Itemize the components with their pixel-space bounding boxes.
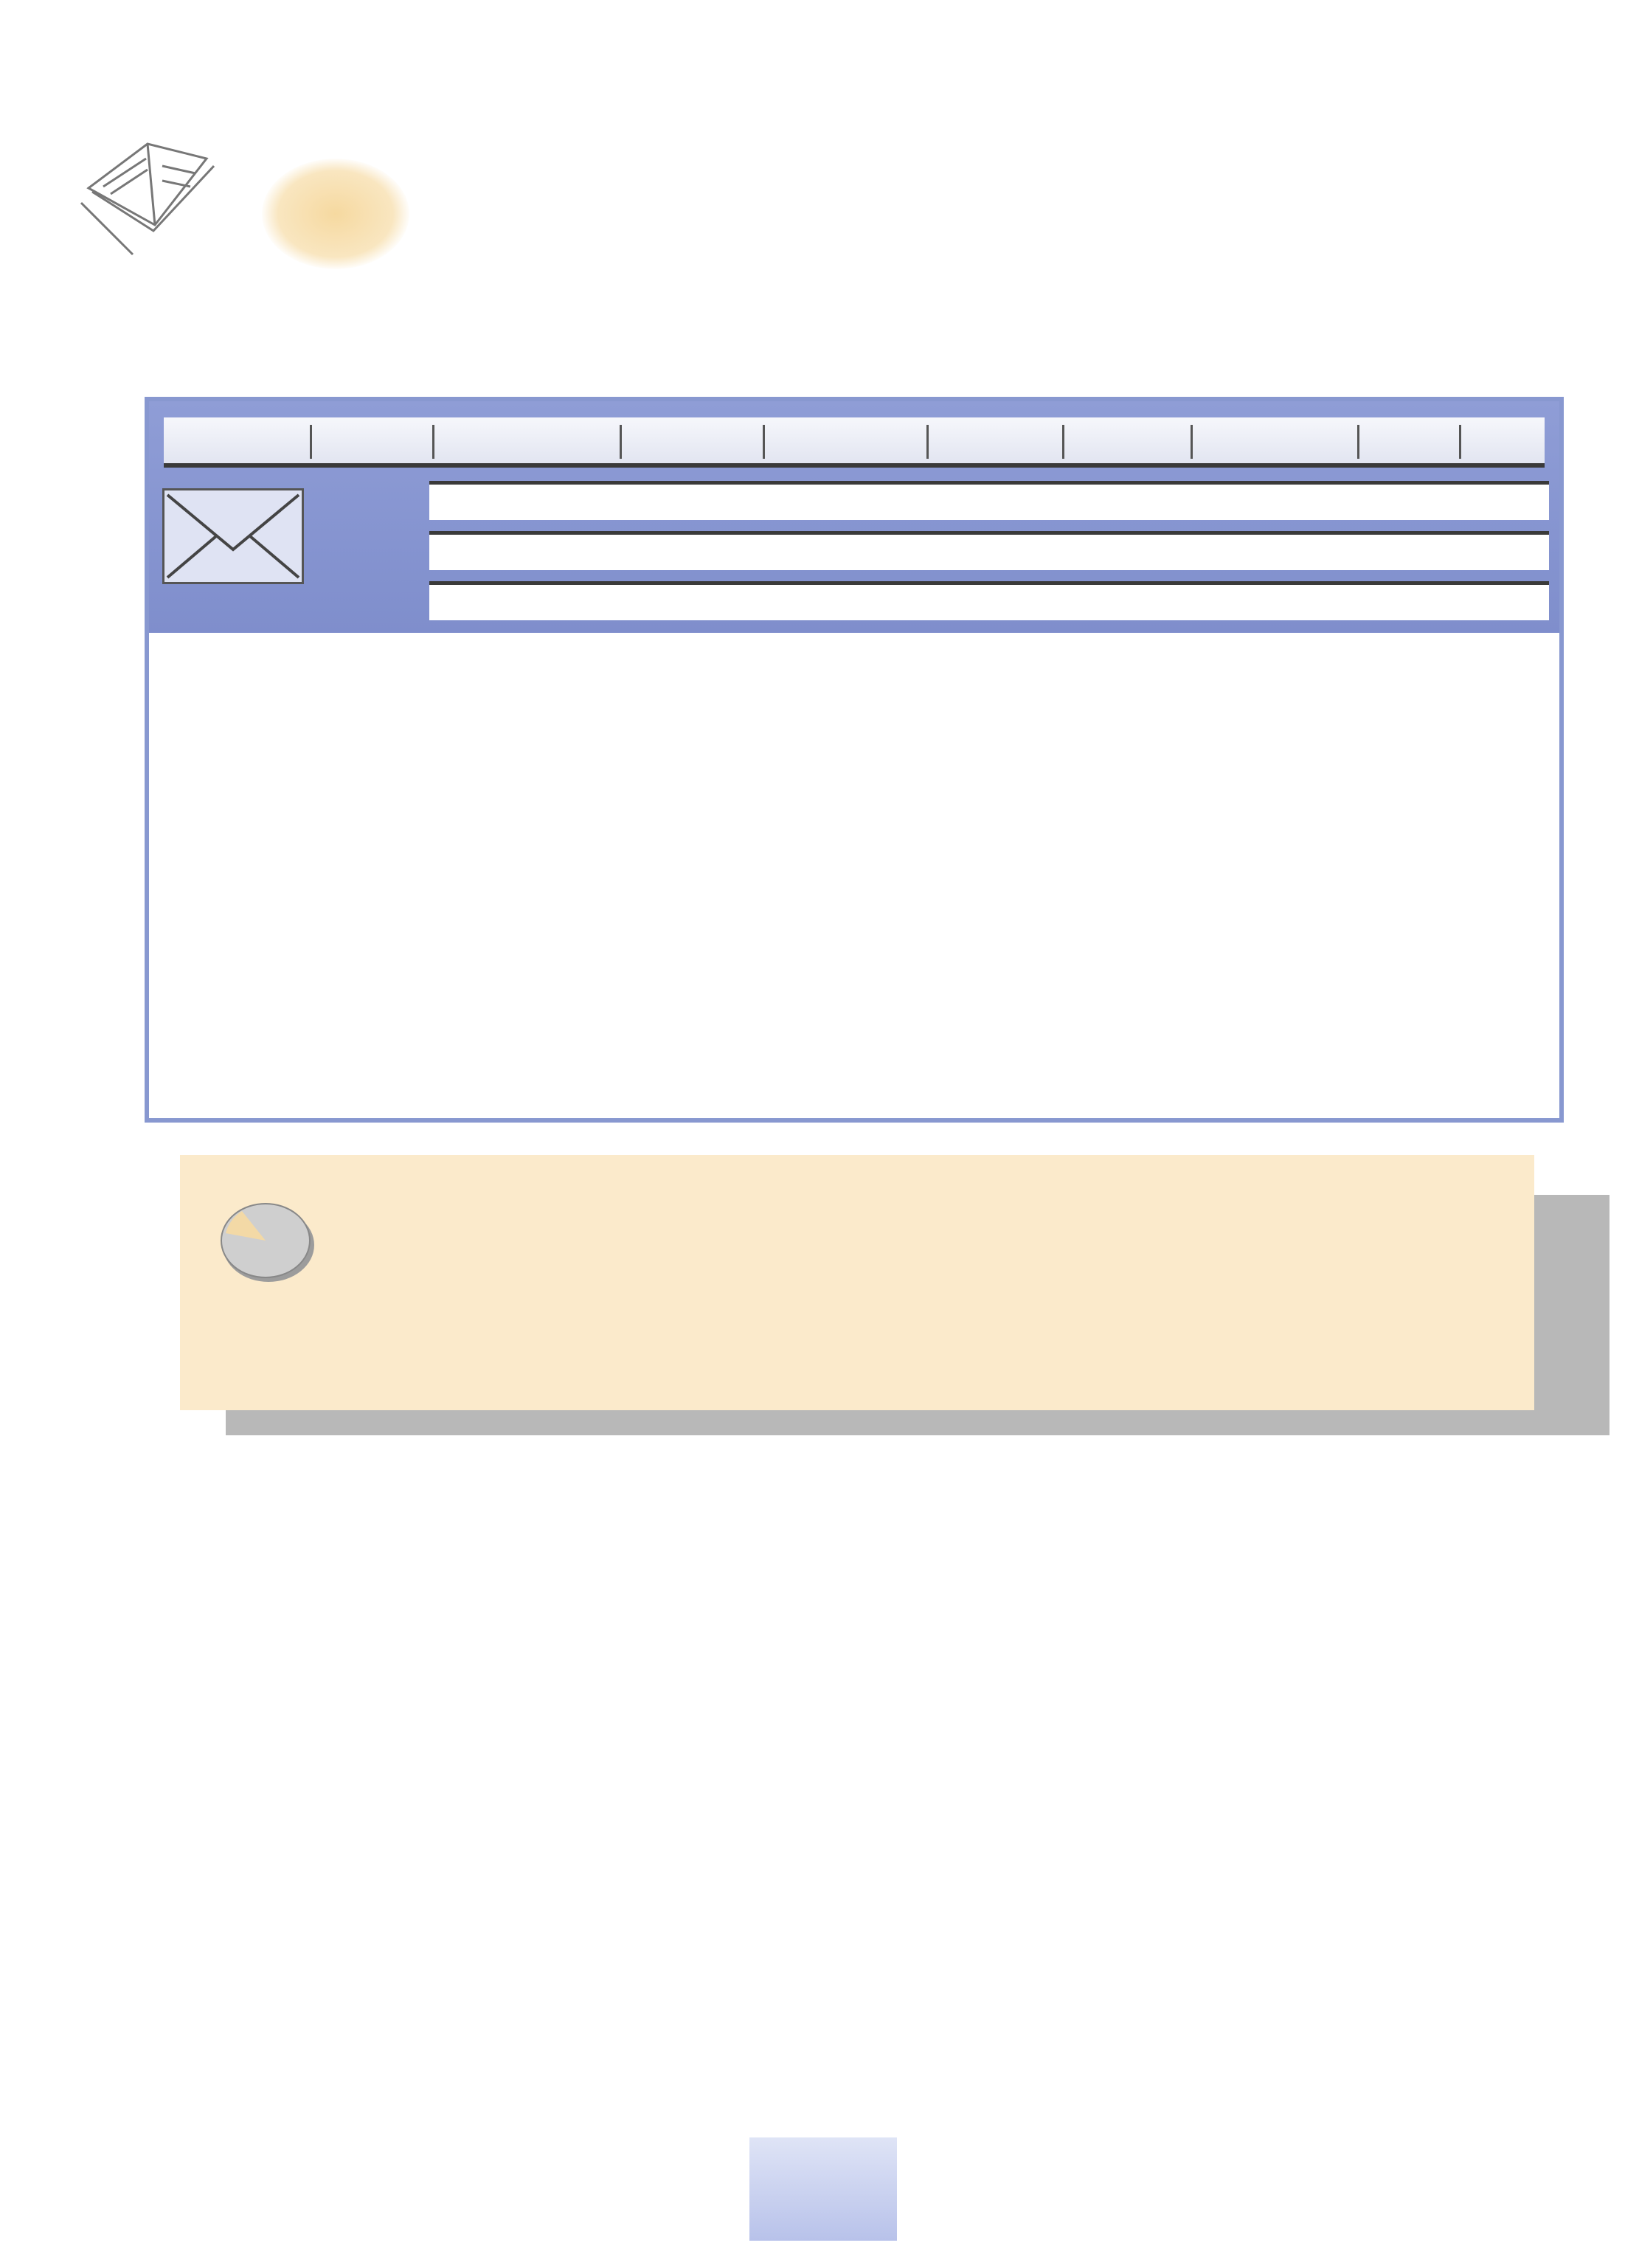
email-window [145,397,1564,1123]
question-4 [463,1983,575,2039]
envelope-icon[interactable] [162,488,304,584]
answer-option[interactable] [463,1585,575,1642]
question-2 [463,1755,575,1812]
menu-bar [164,417,1545,468]
page-number-tab [749,2137,897,2241]
question-1 [463,1528,575,1585]
to-field[interactable] [429,481,1549,520]
pie-icon [220,1201,316,1283]
decorative-border-left [58,0,124,2065]
answer-option[interactable] [463,1642,575,1699]
open-book-icon [59,100,229,262]
subject-field[interactable] [429,581,1549,620]
number-splash [262,159,409,269]
answer-option[interactable] [463,1699,575,1755]
question-3 [463,1869,575,1926]
decorative-border-top [0,111,1639,170]
email-header [149,401,1559,633]
vocab-box [180,1155,1534,1410]
cc-field[interactable] [429,531,1549,570]
